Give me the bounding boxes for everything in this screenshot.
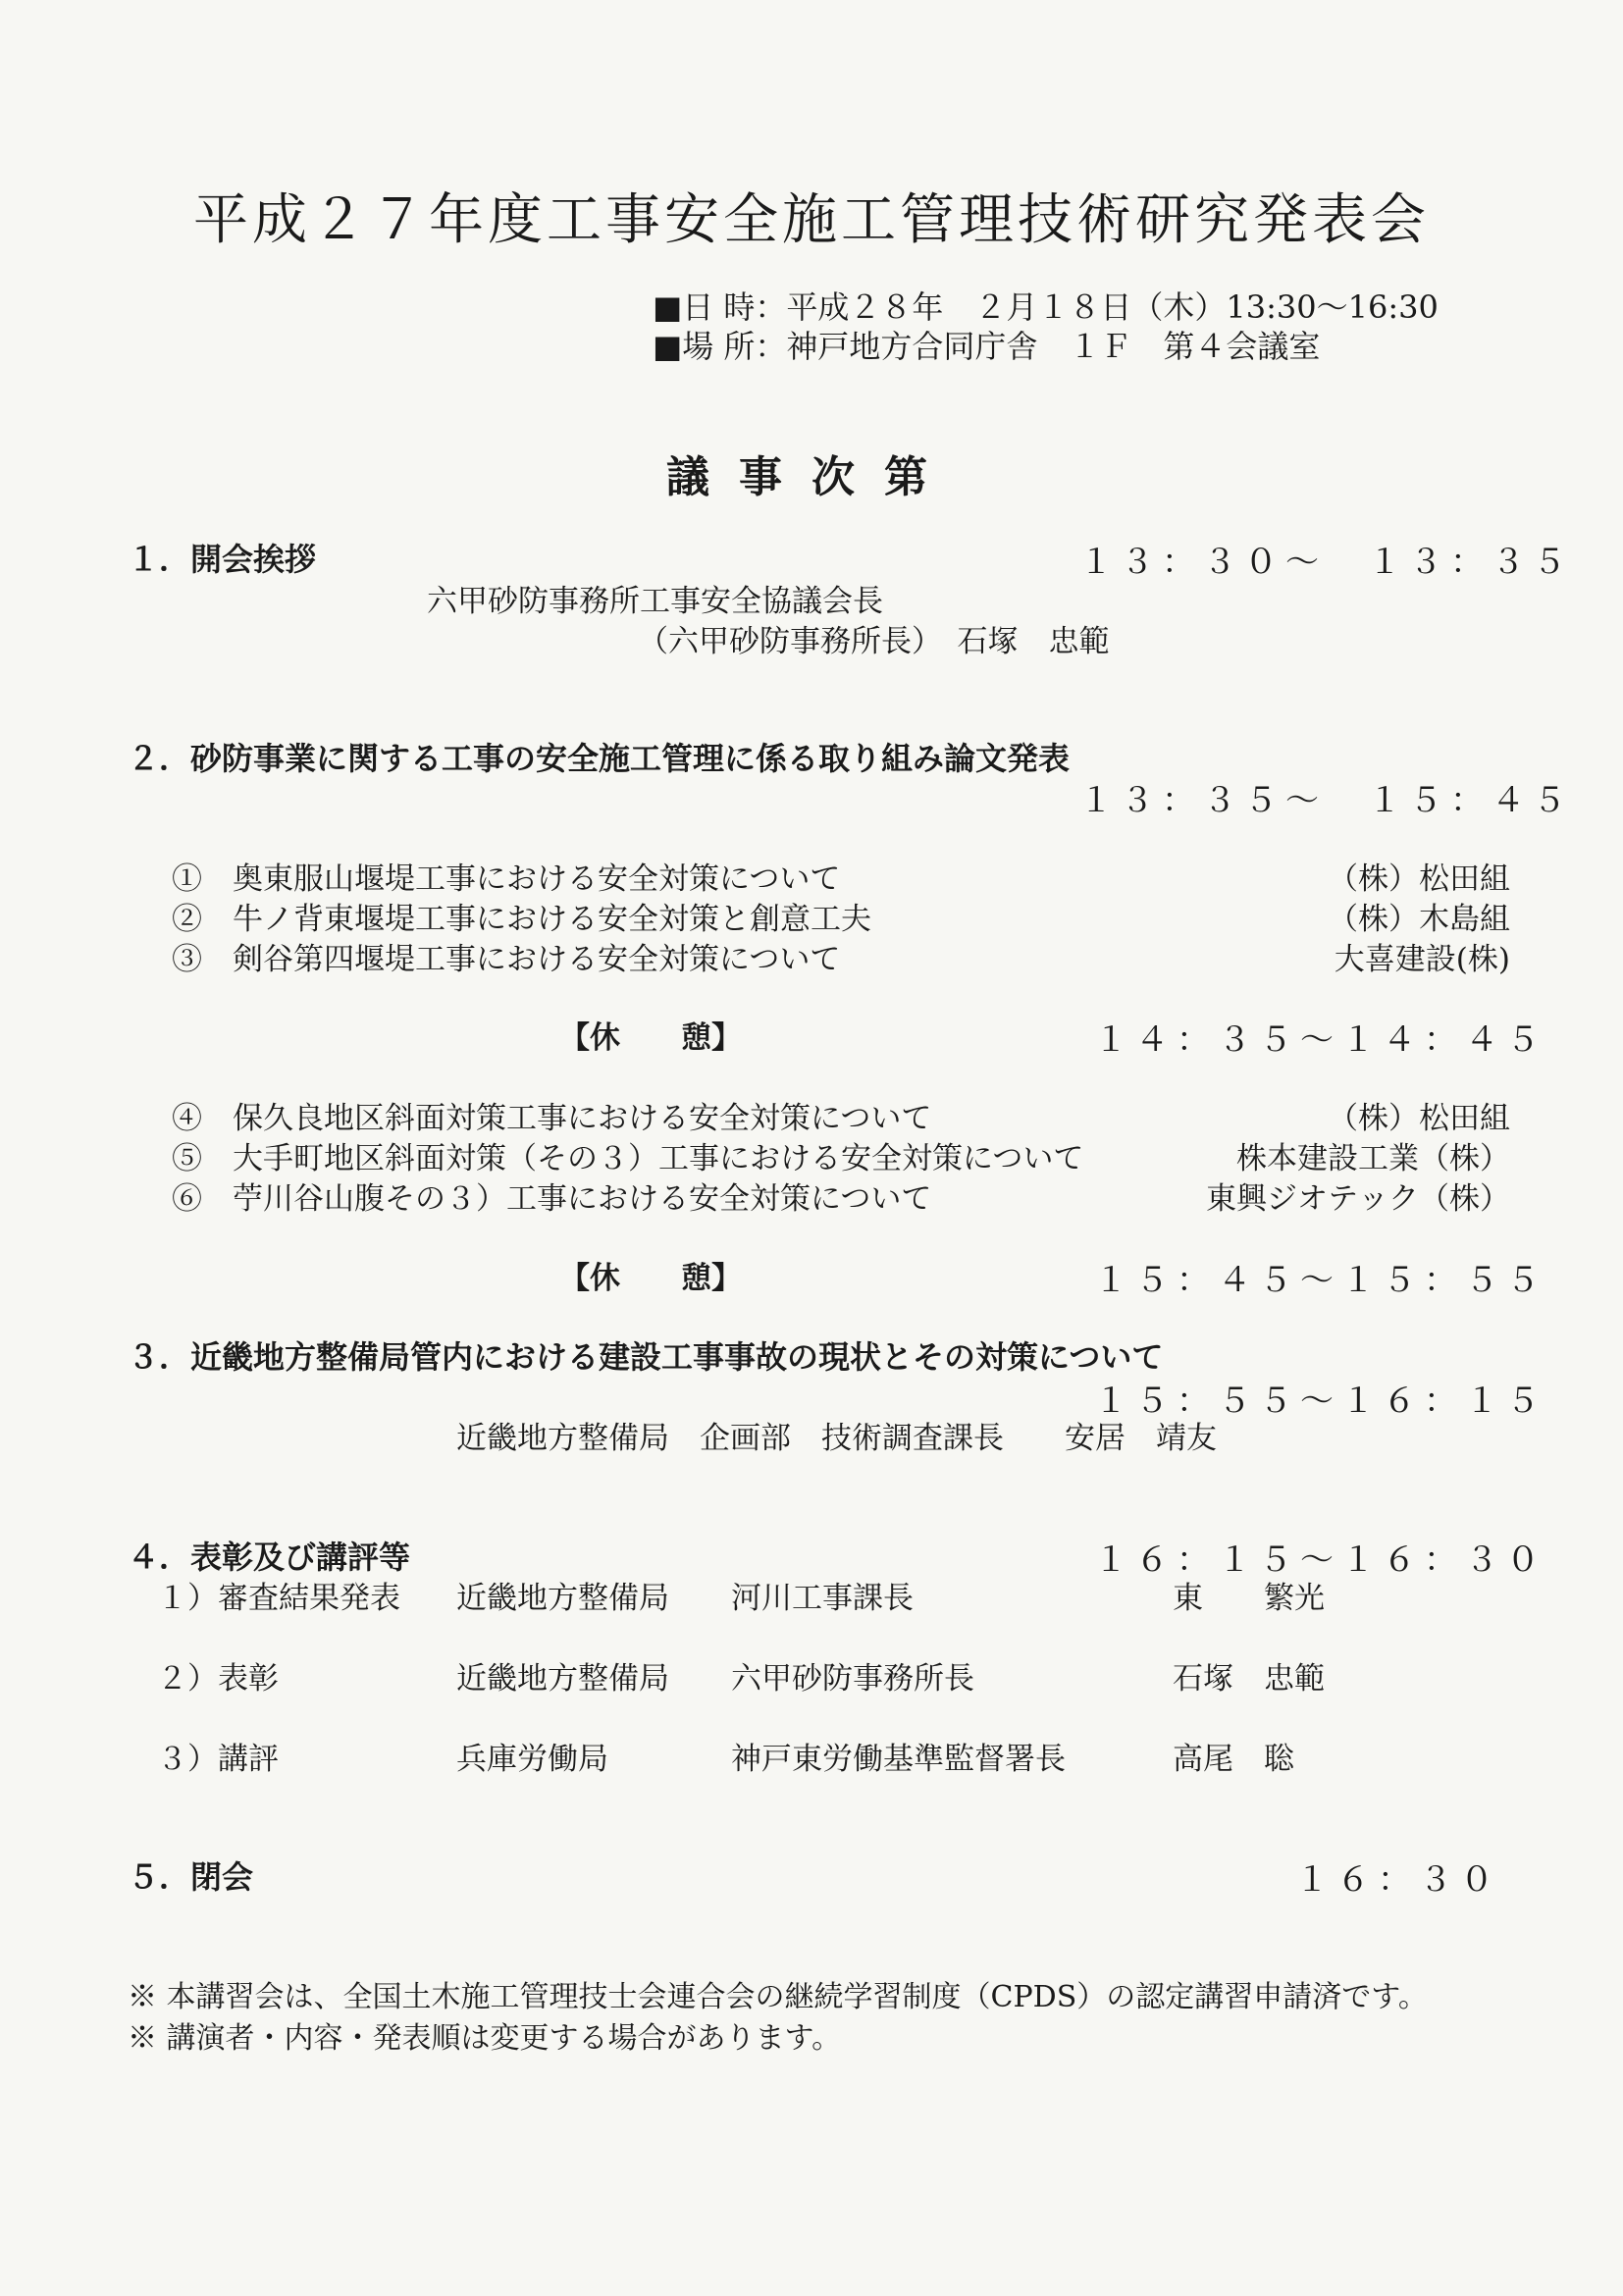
section-4-heading: ４．表彰及び講評等	[128, 1539, 411, 1576]
section-3-time: １５：５５～１６：１５	[1094, 1382, 1547, 1421]
section-1-speaker-name: （六甲砂防事務所長） 石塚 忠範	[638, 624, 1110, 659]
presentation-1-title: ① 奥東服山堰堤工事における安全対策について	[172, 861, 841, 897]
presentation-4-org: （株）松田組	[1328, 1101, 1510, 1136]
section-2-heading: ２．砂防事業に関する工事の安全施工管理に係る取り組み論文発表	[128, 740, 1071, 777]
presentation-3-org: 大喜建設(株)	[1334, 942, 1510, 977]
presentation-3-title: ③ 剣谷第四堰堤工事における安全対策について	[172, 942, 841, 977]
award-row-2-name: 石塚 忠範	[1173, 1661, 1325, 1696]
section-4-time: １６：１５～１６：３０	[1094, 1540, 1547, 1580]
note-1: ※ 本講習会は、全国土木施工管理技士会連合会の継続学習制度（CPDS）の認定講習申請済です。	[128, 1980, 1428, 2014]
event-venue: ■場 所：神戸地方合同庁舎 １Ｆ 第４会議室	[653, 328, 1321, 365]
section-5-heading: ５．閉会	[128, 1858, 254, 1896]
break-2-time: １５：４５～１５：５５	[1094, 1261, 1547, 1300]
award-row-3-org: 兵庫労働局	[456, 1742, 608, 1777]
section-1-heading: １．開会挨拶	[128, 541, 317, 578]
section-3-heading: ３．近畿地方整備局管内における建設工事事故の現状とその対策について	[128, 1338, 1164, 1376]
break-1-time: １４：３５～１４：４５	[1094, 1020, 1547, 1060]
presentation-4-title: ④ 保久良地区斜面対策工事における安全対策について	[172, 1101, 932, 1136]
section-5-time: １６：３０	[1295, 1860, 1501, 1900]
section-2-time: １３：３５～ １５：４５	[1079, 781, 1574, 820]
award-row-1-org: 近畿地方整備局	[456, 1581, 669, 1616]
presentation-1-org: （株）松田組	[1328, 861, 1510, 897]
note-2: ※ 講演者・内容・発表順は変更する場合があります。	[128, 2021, 842, 2056]
award-row-1-role: 河川工事課長	[731, 1581, 914, 1616]
presentation-5-org: 株本建設工業（株）	[1236, 1141, 1510, 1176]
break-1-label: 【休 憩】	[559, 1020, 742, 1056]
award-row-3-name: 高尾 聡	[1173, 1742, 1294, 1777]
presentation-6-title: ⑥ 苧川谷山腹その３）工事における安全対策について	[172, 1181, 932, 1217]
award-row-3-role: 神戸東労働基準監督署長	[731, 1742, 1066, 1777]
section-1-speaker-title: 六甲砂防事務所工事安全協議会長	[427, 584, 883, 619]
agenda-heading: 議事次第	[666, 452, 957, 502]
award-row-2-label: ２）表彰	[157, 1661, 279, 1696]
award-row-3-label: ３）講評	[157, 1742, 279, 1777]
section-1-time: １３：３０～ １３：３５	[1079, 543, 1574, 582]
presentation-2-org: （株）木島組	[1328, 902, 1510, 937]
page-title: 平成２７年度工事安全施工管理技術研究発表会	[193, 188, 1430, 252]
presentation-5-title: ⑤ 大手町地区斜面対策（その３）工事における安全対策について	[172, 1141, 1084, 1176]
presentation-6-org: 東興ジオテック（株）	[1206, 1181, 1510, 1217]
award-row-1-label: １）審査結果発表	[157, 1581, 400, 1616]
event-datetime: ■日 時：平成２８年 ２月１８日（木）13:30～16:30	[653, 288, 1439, 326]
award-row-2-role: 六甲砂防事務所長	[731, 1661, 974, 1696]
award-row-2-org: 近畿地方整備局	[456, 1661, 669, 1696]
presentation-2-title: ② 牛ノ背東堰堤工事における安全対策と創意工夫	[172, 902, 871, 937]
award-row-1-name: 東 繁光	[1173, 1581, 1325, 1616]
section-3-speaker: 近畿地方整備局 企画部 技術調査課長 安居 靖友	[456, 1421, 1217, 1456]
break-2-label: 【休 憩】	[559, 1261, 742, 1296]
